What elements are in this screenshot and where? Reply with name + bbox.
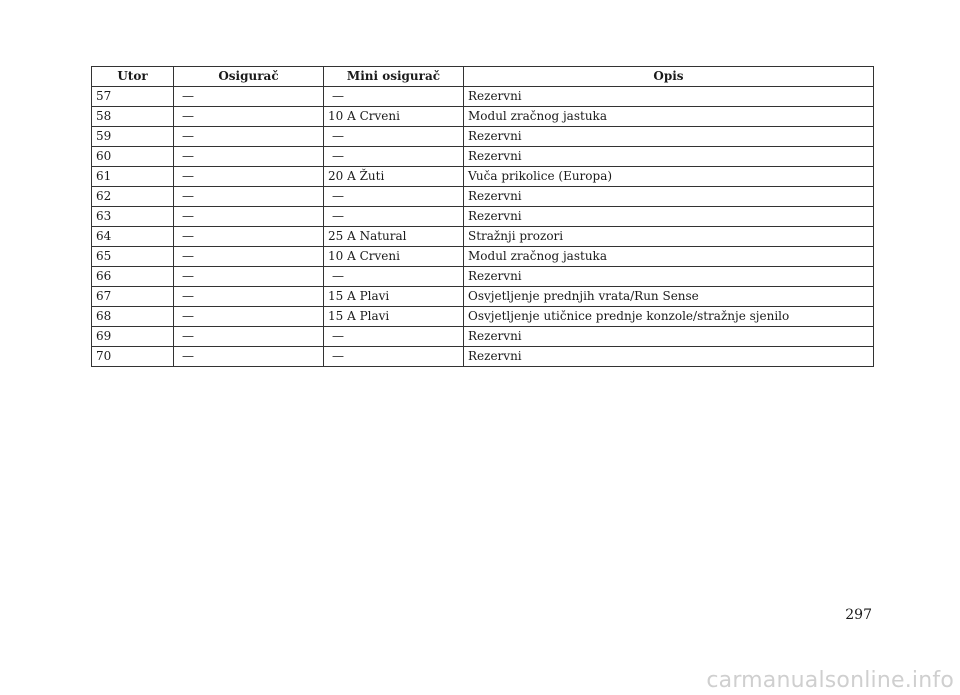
cell-opis: Rezervni [464,267,874,287]
table-row [92,207,874,227]
cell-utor: 63 [92,207,174,227]
watermark: carmanualsonline.info [706,668,954,693]
cell-opis: Vuča prikolice (Europa) [464,167,874,187]
cell-mini-osigurac: 15 A Plavi [324,287,464,307]
cell-mini-osigurac: 20 A Žuti [324,167,464,187]
cell-utor: 70 [92,347,174,367]
header-row [92,67,874,87]
cell-osigurac: — [174,207,324,227]
cell-utor: 68 [92,307,174,327]
table-row [92,187,874,207]
cell-opis: Rezervni [464,207,874,227]
cell-mini-osigurac: — [324,87,464,107]
cell-osigurac: — [174,267,324,287]
cell-mini-osigurac: — [324,327,464,347]
cell-osigurac: — [174,187,324,207]
cell-opis: Stražnji prozori [464,227,874,247]
cell-opis: Rezervni [464,347,874,367]
cell-mini-osigurac: — [324,127,464,147]
table-row [92,287,874,307]
table-row [92,227,874,247]
fuse-table-header [92,67,874,87]
table-row [92,147,874,167]
cell-opis: Osvjetljenje utičnice prednje konzole/stražnje sjenilo [464,307,874,327]
table-row [92,347,874,367]
cell-utor: 62 [92,187,174,207]
cell-utor: 59 [92,127,174,147]
table-row [92,127,874,147]
cell-osigurac: — [174,87,324,107]
table-row [92,87,874,107]
cell-opis: Rezervni [464,327,874,347]
cell-osigurac: — [174,287,324,307]
cell-opis: Osvjetljenje prednjih vrata/Run Sense [464,287,874,307]
cell-mini-osigurac: — [324,187,464,207]
header-opis: Opis [464,67,874,87]
cell-osigurac: — [174,327,324,347]
cell-utor: 60 [92,147,174,167]
cell-utor: 69 [92,327,174,347]
header-utor: Utor [92,67,174,87]
table-row [92,327,874,347]
cell-osigurac: — [174,107,324,127]
cell-osigurac: — [174,147,324,167]
cell-utor: 57 [92,87,174,107]
cell-osigurac: — [174,127,324,147]
cell-opis: Rezervni [464,127,874,147]
cell-mini-osigurac: 25 A Natural [324,227,464,247]
cell-opis: Modul zračnog jastuka [464,107,874,127]
table-row [92,307,874,327]
table-row [92,107,874,127]
cell-osigurac: — [174,227,324,247]
cell-opis: Modul zračnog jastuka [464,247,874,267]
cell-mini-osigurac: — [324,147,464,167]
cell-osigurac: — [174,247,324,267]
cell-mini-osigurac: — [324,207,464,227]
cell-mini-osigurac: — [324,267,464,287]
cell-osigurac: — [174,347,324,367]
cell-utor: 67 [92,287,174,307]
cell-utor: 65 [92,247,174,267]
cell-opis: Rezervni [464,147,874,167]
cell-mini-osigurac: 10 A Crveni [324,107,464,127]
cell-mini-osigurac: 10 A Crveni [324,247,464,267]
fuse-table-body [92,87,874,367]
table-row [92,247,874,267]
table-row [92,267,874,287]
cell-utor: 64 [92,227,174,247]
cell-utor: 58 [92,107,174,127]
cell-utor: 61 [92,167,174,187]
cell-opis: Rezervni [464,87,874,107]
table-row [92,167,874,187]
cell-mini-osigurac: — [324,347,464,367]
cell-mini-osigurac: 15 A Plavi [324,307,464,327]
cell-opis: Rezervni [464,187,874,207]
fuse-table [91,66,874,367]
page-number: 297 [845,607,872,623]
cell-osigurac: — [174,167,324,187]
header-osigurac: Osigurač [174,67,324,87]
cell-osigurac: — [174,307,324,327]
cell-utor: 66 [92,267,174,287]
header-mini-osigurac: Mini osigurač [324,67,464,87]
